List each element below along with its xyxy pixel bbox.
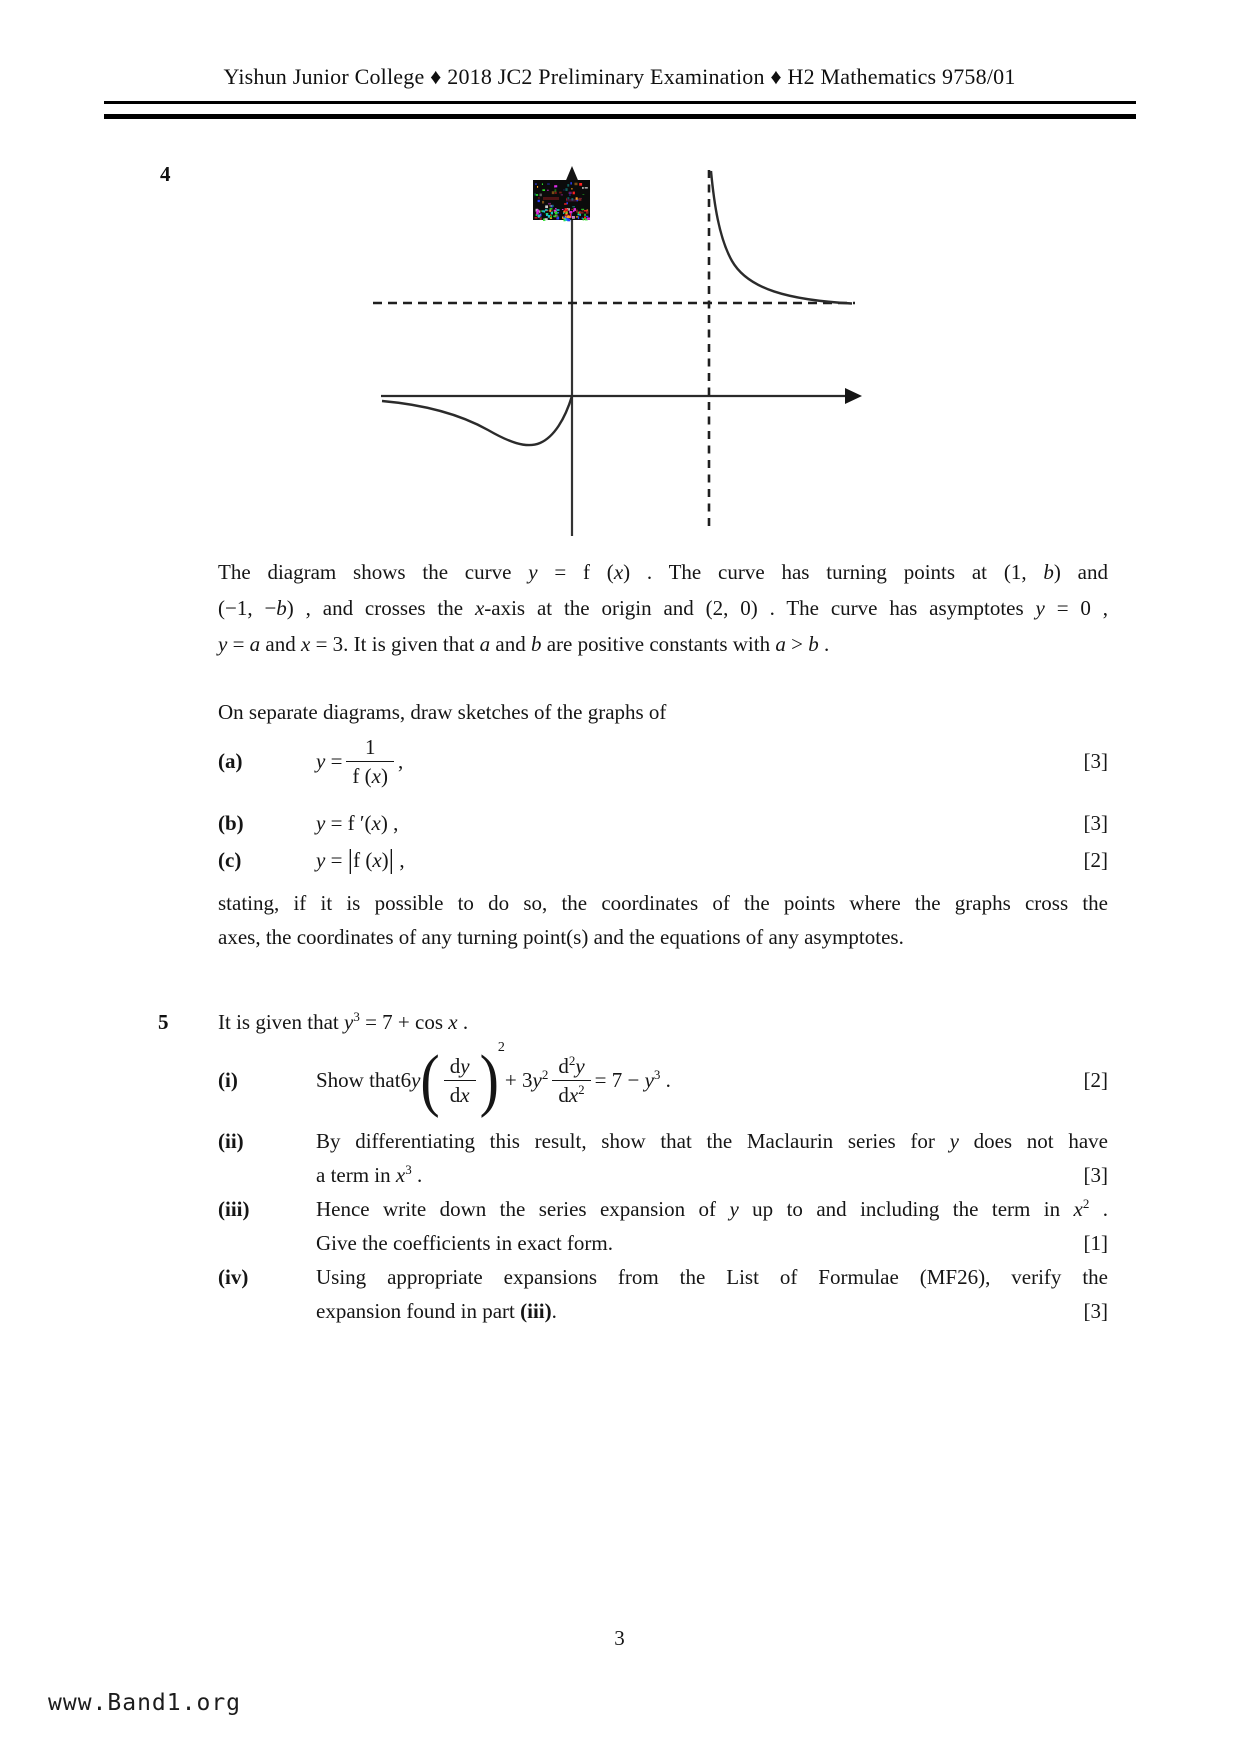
q5-part-iii-line1: Hence write down the series expansion of y up to and including the term in $x^2$ . — [316, 1196, 1109, 1221]
q4-part-b-label: (b) — [218, 810, 244, 835]
q5-part-i-marks: [2] — [1083, 1067, 1108, 1092]
q4-part-a-marks: [3] — [1083, 748, 1108, 773]
q5-part-iii-marks: [1] — [1083, 1231, 1108, 1255]
q5-part-ii-line1: By differentiating this result, show that the Maclaurin series for y does not have — [316, 1129, 1108, 1153]
q4-part-a — [218, 724, 1108, 798]
q5-part-i — [218, 1036, 1108, 1124]
q4-part-a-lead: y = — [316, 748, 343, 773]
q4-instruction: On separate diagrams, draw sketches of the graphs of — [218, 700, 667, 724]
q5-part-iv — [218, 1260, 1108, 1328]
q4-part-a-comma: , — [398, 748, 404, 773]
q5-part-i-rhs: = $7 - y^3$ . — [594, 1066, 671, 1092]
watermark-url: www.Band1.org — [48, 1690, 242, 1716]
curve-sketch-figure — [368, 158, 873, 548]
q5-part-iv-line2: expansion found in part (iii). — [316, 1299, 557, 1323]
q4-part-c-marks: [2] — [1083, 847, 1108, 872]
question-5-number: 5 — [158, 1010, 169, 1034]
q5-part-ii — [218, 1124, 1108, 1192]
q4-part-c — [218, 838, 1108, 882]
q5-part-iv-marks: [3] — [1083, 1299, 1108, 1323]
dy-dx-fraction: $\frac{dy}{dx}$ — [440, 1054, 480, 1107]
q4-para-line2: (−1, −b) , and crosses the x-axis at the origin and (2, 0) . The curve has asymptotes y = 0 , — [218, 596, 1109, 620]
q5-part-i-middle: + $3y^2$ — [504, 1066, 549, 1092]
q5-part-ii-label: (ii) — [218, 1129, 244, 1153]
q4-para-line3: y = a and x = 3. It is given that a and b are positive constants with a > b . — [218, 632, 830, 656]
paren-exponent: 2 — [497, 1040, 505, 1055]
corrupted-label-artifact — [533, 180, 590, 221]
x-axis-arrowhead — [845, 388, 862, 404]
q4-closing-line2: axes, the coordinates of any turning point(s) and the equations of any asymptotes. — [218, 925, 904, 949]
q4-part-b-expression: y = f ′(x) , — [316, 810, 399, 835]
q5-part-iv-label: (iv) — [218, 1265, 249, 1289]
q5-part-i-coefficient: 6y — [400, 1067, 421, 1092]
q4-part-a-fraction: $\frac{1}{f (x)}$ — [342, 735, 398, 788]
left-paren: ( — [420, 1040, 440, 1119]
q5-part-iii — [218, 1192, 1108, 1260]
q4-para-line1: The diagram shows the curve y = f (x) . The curve has turning points at (1, b) and — [218, 560, 1108, 584]
q5-part-iii-label: (iii) — [218, 1197, 250, 1221]
q5-part-i-label: (i) — [218, 1067, 238, 1092]
d2y-dx2-fraction: $\frac{d^2y}{dx^2}$ — [548, 1054, 594, 1107]
q4-description-paragraph — [218, 554, 1108, 662]
curve-left-branch — [382, 396, 572, 445]
curve-right-branch — [711, 171, 852, 304]
q4-part-b-marks: [3] — [1083, 810, 1108, 835]
q5-part-i-showthat: Show that — [316, 1067, 401, 1092]
q5-part-iii-line2: Give the coefficients in exact form. — [316, 1231, 613, 1255]
q4-closing-line1: stating, if it is possible to do so, the coordinates of the points where the graphs cross the — [218, 891, 1108, 915]
q5-part-ii-line2: a term in $x^3$ . — [316, 1162, 423, 1187]
q5-part-iv-line1: Using appropriate expansions from the List of Formulae (MF26), verify the — [316, 1265, 1108, 1289]
q4-closing-paragraph — [218, 886, 1108, 954]
q4-part-c-label: (c) — [218, 847, 242, 872]
right-paren: ) — [479, 1040, 499, 1119]
q5-part-ii-marks: [3] — [1083, 1163, 1108, 1187]
exam-header: Yishun Junior College ♦ 2018 JC2 Preliminary Examination ♦ H2 Mathematics 9758/01 — [223, 64, 1016, 89]
q4-part-a-label: (a) — [218, 748, 243, 773]
question-4-number: 4 — [160, 162, 171, 186]
q4-part-c-expression: y = |f (x)| , — [316, 843, 405, 874]
q5-intro: It is given that $y^3 = 7 + \cos x$ . — [218, 1009, 469, 1034]
page-number: 3 — [614, 1626, 625, 1650]
header-double-rule — [104, 101, 1136, 119]
